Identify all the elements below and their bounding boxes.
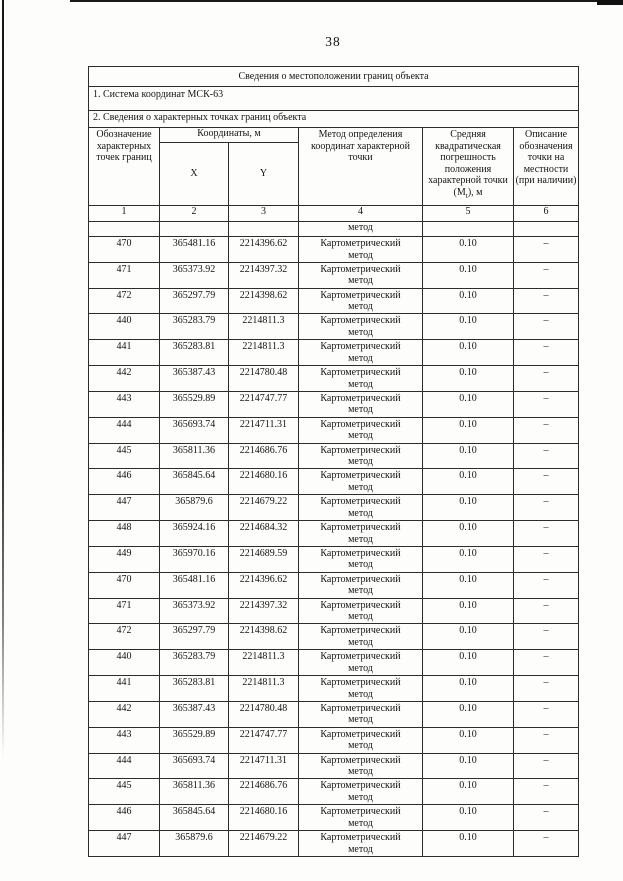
x-coordinate-cell: 365481.16 <box>160 237 229 263</box>
x-coordinate-cell: 365387.43 <box>160 366 229 392</box>
method-cell: Картометрический метод <box>299 779 423 805</box>
method-cell: Картометрический метод <box>299 262 423 288</box>
point-number-cell: 470 <box>89 572 160 598</box>
continuation-empty-cell <box>514 222 579 237</box>
x-coordinate-cell: 365373.92 <box>160 262 229 288</box>
y-coordinate-cell: 2214680.16 <box>229 805 299 831</box>
description-cell: – <box>514 624 579 650</box>
description-cell: – <box>514 314 579 340</box>
section-2-row: 2. Сведения о характерных точках границ объекта <box>89 111 579 128</box>
continuation-empty-cell <box>89 222 160 237</box>
table-row <box>89 546 579 572</box>
table-row <box>89 417 579 443</box>
method-cell: Картометрический метод <box>299 469 423 495</box>
table-row <box>89 237 579 263</box>
table-row <box>89 650 579 676</box>
y-coordinate-cell: 2214811.3 <box>229 340 299 366</box>
table-row <box>89 521 579 547</box>
column-number-6: 6 <box>514 206 579 222</box>
point-number-cell: 446 <box>89 805 160 831</box>
y-coordinate-cell: 2214747.77 <box>229 727 299 753</box>
method-cell: Картометрический метод <box>299 443 423 469</box>
error-cell: 0.10 <box>423 340 514 366</box>
error-cell: 0.10 <box>423 727 514 753</box>
table-row <box>89 443 579 469</box>
error-cell: 0.10 <box>423 391 514 417</box>
table-row <box>89 779 579 805</box>
y-coordinate-cell: 2214686.76 <box>229 443 299 469</box>
point-number-cell: 447 <box>89 495 160 521</box>
method-cell: Картометрический метод <box>299 624 423 650</box>
point-number-cell: 443 <box>89 727 160 753</box>
description-cell: – <box>514 366 579 392</box>
description-cell: – <box>514 805 579 831</box>
description-cell: – <box>514 237 579 263</box>
table-row <box>89 598 579 624</box>
method-cell: Картометрический метод <box>299 340 423 366</box>
error-cell: 0.10 <box>423 469 514 495</box>
method-cell: Картометрический метод <box>299 572 423 598</box>
column-number-3: 3 <box>229 206 299 222</box>
method-cell: Картометрический метод <box>299 753 423 779</box>
table-row <box>89 340 579 366</box>
x-coordinate-cell: 365693.74 <box>160 753 229 779</box>
point-number-cell: 470 <box>89 237 160 263</box>
x-coordinate-cell: 365529.89 <box>160 391 229 417</box>
table-row <box>89 727 579 753</box>
error-cell: 0.10 <box>423 237 514 263</box>
error-cell: 0.10 <box>423 443 514 469</box>
point-number-cell: 441 <box>89 340 160 366</box>
y-coordinate-cell: 2214747.77 <box>229 391 299 417</box>
x-coordinate-cell: 365373.92 <box>160 598 229 624</box>
x-coordinate-cell: 365481.16 <box>160 572 229 598</box>
point-number-cell: 440 <box>89 314 160 340</box>
header-coordinates-group: Координаты, м <box>160 128 299 143</box>
description-cell: – <box>514 495 579 521</box>
x-coordinate-cell: 365387.43 <box>160 701 229 727</box>
point-number-cell: 444 <box>89 417 160 443</box>
y-coordinate-cell: 2214396.62 <box>229 572 299 598</box>
x-coordinate-cell: 365970.16 <box>160 546 229 572</box>
column-number-4: 4 <box>299 206 423 222</box>
error-cell: 0.10 <box>423 779 514 805</box>
method-cell: Картометрический метод <box>299 650 423 676</box>
description-cell: – <box>514 727 579 753</box>
y-coordinate-cell: 2214398.62 <box>229 288 299 314</box>
error-cell: 0.10 <box>423 314 514 340</box>
table-row <box>89 572 579 598</box>
continuation-empty-cell <box>160 222 229 237</box>
continuation-empty-cell <box>423 222 514 237</box>
point-number-cell: 448 <box>89 521 160 547</box>
point-number-cell: 471 <box>89 598 160 624</box>
description-cell: – <box>514 701 579 727</box>
table-row <box>89 391 579 417</box>
y-coordinate-cell: 2214686.76 <box>229 779 299 805</box>
point-number-cell: 471 <box>89 262 160 288</box>
description-cell: – <box>514 443 579 469</box>
table-row <box>89 366 579 392</box>
description-cell: – <box>514 650 579 676</box>
method-cell: Картометрический метод <box>299 314 423 340</box>
description-cell: – <box>514 469 579 495</box>
table-row <box>89 805 579 831</box>
error-cell: 0.10 <box>423 262 514 288</box>
method-cell: Картометрический метод <box>299 805 423 831</box>
table-row <box>89 314 579 340</box>
method-cell: Картометрический метод <box>299 727 423 753</box>
error-cell: 0.10 <box>423 624 514 650</box>
error-cell: 0.10 <box>423 805 514 831</box>
header-y: Y <box>229 143 299 206</box>
point-number-cell: 449 <box>89 546 160 572</box>
error-cell: 0.10 <box>423 521 514 547</box>
x-coordinate-cell: 365879.6 <box>160 831 229 857</box>
error-cell: 0.10 <box>423 546 514 572</box>
point-number-cell: 441 <box>89 676 160 702</box>
method-cell: Картометрический метод <box>299 495 423 521</box>
point-number-cell: 442 <box>89 366 160 392</box>
y-coordinate-cell: 2214711.31 <box>229 753 299 779</box>
x-coordinate-cell: 365924.16 <box>160 521 229 547</box>
method-cell: Картометрический метод <box>299 237 423 263</box>
method-cell: Картометрический метод <box>299 417 423 443</box>
table-row <box>89 495 579 521</box>
method-cell: Картометрический метод <box>299 831 423 857</box>
continuation-row <box>89 222 579 237</box>
method-cell: Картометрический метод <box>299 288 423 314</box>
table-body <box>89 237 579 857</box>
point-number-cell: 472 <box>89 624 160 650</box>
error-cell: 0.10 <box>423 676 514 702</box>
description-cell: – <box>514 391 579 417</box>
x-coordinate-cell: 365811.36 <box>160 779 229 805</box>
page-number: 38 <box>325 34 341 49</box>
error-cell: 0.10 <box>423 598 514 624</box>
column-number-1: 1 <box>89 206 160 222</box>
error-cell: 0.10 <box>423 366 514 392</box>
error-cell: 0.10 <box>423 495 514 521</box>
description-cell: – <box>514 598 579 624</box>
x-coordinate-cell: 365845.64 <box>160 469 229 495</box>
point-number-cell: 445 <box>89 779 160 805</box>
header-point-designation: Обозначение характерных точек границ <box>89 128 160 206</box>
continuation-empty-cell <box>229 222 299 237</box>
x-coordinate-cell: 365283.79 <box>160 314 229 340</box>
header-method: Метод определения координат характерной точки <box>299 128 423 206</box>
method-cell: Картометрический метод <box>299 521 423 547</box>
description-cell: – <box>514 546 579 572</box>
method-cell: Картометрический метод <box>299 701 423 727</box>
y-coordinate-cell: 2214679.22 <box>229 831 299 857</box>
scan-artifact-corner <box>597 0 623 5</box>
y-coordinate-cell: 2214684.32 <box>229 521 299 547</box>
y-coordinate-cell: 2214780.48 <box>229 701 299 727</box>
y-coordinate-cell: 2214396.62 <box>229 237 299 263</box>
y-coordinate-cell: 2214689.59 <box>229 546 299 572</box>
x-coordinate-cell: 365283.81 <box>160 340 229 366</box>
header-mean-square-error: Средняя квадратическая погрешность положения характерной точки $(M_t)$, м <box>423 128 514 206</box>
y-coordinate-cell: 2214679.22 <box>229 495 299 521</box>
error-cell: 0.10 <box>423 753 514 779</box>
y-coordinate-cell: 2214811.3 <box>229 314 299 340</box>
column-number-5: 5 <box>423 206 514 222</box>
error-cell: 0.10 <box>423 701 514 727</box>
table-row <box>89 676 579 702</box>
header-x: X <box>160 143 229 206</box>
description-cell: – <box>514 676 579 702</box>
description-cell: – <box>514 779 579 805</box>
description-cell: – <box>514 417 579 443</box>
x-coordinate-cell: 365529.89 <box>160 727 229 753</box>
y-coordinate-cell: 2214811.3 <box>229 650 299 676</box>
table-row <box>89 624 579 650</box>
point-number-cell: 472 <box>89 288 160 314</box>
point-number-cell: 445 <box>89 443 160 469</box>
error-cell: 0.10 <box>423 831 514 857</box>
table-row <box>89 753 579 779</box>
error-cell: 0.10 <box>423 650 514 676</box>
y-coordinate-cell: 2214711.31 <box>229 417 299 443</box>
table-row <box>89 262 579 288</box>
description-cell: – <box>514 572 579 598</box>
x-coordinate-cell: 365693.74 <box>160 417 229 443</box>
x-coordinate-cell: 365811.36 <box>160 443 229 469</box>
point-number-cell: 440 <box>89 650 160 676</box>
description-cell: – <box>514 753 579 779</box>
x-coordinate-cell: 365297.79 <box>160 624 229 650</box>
method-cell: Картометрический метод <box>299 366 423 392</box>
x-coordinate-cell: 365297.79 <box>160 288 229 314</box>
method-cell: Картометрический метод <box>299 391 423 417</box>
error-cell: 0.10 <box>423 572 514 598</box>
boundary-points-table <box>88 66 579 857</box>
point-number-cell: 447 <box>89 831 160 857</box>
point-number-cell: 444 <box>89 753 160 779</box>
method-cell: Картометрический метод <box>299 676 423 702</box>
column-number-2: 2 <box>160 206 229 222</box>
scan-artifact-left-edge <box>2 0 4 758</box>
x-coordinate-cell: 365283.81 <box>160 676 229 702</box>
y-coordinate-cell: 2214397.32 <box>229 262 299 288</box>
error-cell: 0.10 <box>423 288 514 314</box>
coordinate-system-row: 1. Система координат МСК-63 <box>89 87 579 111</box>
method-cell: Картометрический метод <box>299 598 423 624</box>
scan-artifact-top-edge <box>70 0 623 2</box>
error-cell: 0.10 <box>423 417 514 443</box>
table-row <box>89 469 579 495</box>
description-cell: – <box>514 340 579 366</box>
description-cell: – <box>514 262 579 288</box>
y-coordinate-cell: 2214398.62 <box>229 624 299 650</box>
table-title: Сведения о местоположении границ объекта <box>89 67 579 87</box>
header-point-description: Описание обозначения точки на местности (при наличии) <box>514 128 579 206</box>
description-cell: – <box>514 288 579 314</box>
table-row <box>89 288 579 314</box>
y-coordinate-cell: 2214811.3 <box>229 676 299 702</box>
x-coordinate-cell: 365283.79 <box>160 650 229 676</box>
x-coordinate-cell: 365879.6 <box>160 495 229 521</box>
point-number-cell: 443 <box>89 391 160 417</box>
table-row <box>89 701 579 727</box>
description-cell: – <box>514 521 579 547</box>
column-number-row <box>89 206 579 222</box>
y-coordinate-cell: 2214680.16 <box>229 469 299 495</box>
continuation-method-cell: метод <box>299 222 423 237</box>
point-number-cell: 442 <box>89 701 160 727</box>
point-number-cell: 446 <box>89 469 160 495</box>
x-coordinate-cell: 365845.64 <box>160 805 229 831</box>
description-cell: – <box>514 831 579 857</box>
method-cell: Картометрический метод <box>299 546 423 572</box>
y-coordinate-cell: 2214397.32 <box>229 598 299 624</box>
y-coordinate-cell: 2214780.48 <box>229 366 299 392</box>
table-row <box>89 831 579 857</box>
